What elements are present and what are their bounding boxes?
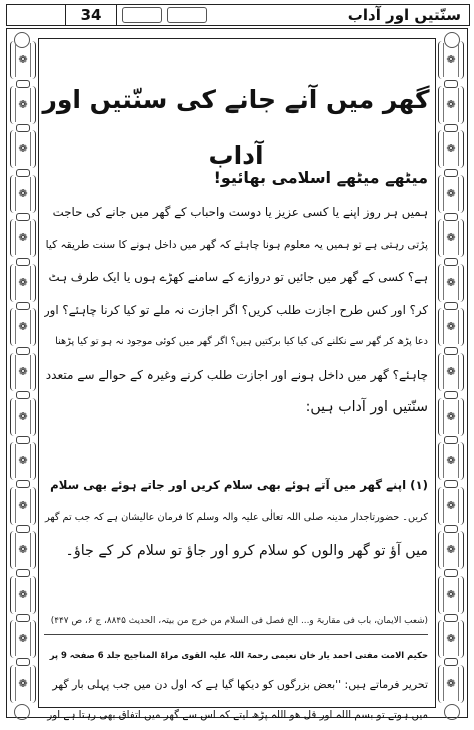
border-ornament-icon: ❁ (438, 308, 464, 346)
border-ornament-icon: ❁ (10, 130, 36, 168)
text-line: حکیم الامت مفتی احمد یار خان نعیمی رحمۃ اللہ علیہ القوی مراۃ المناجیح جلد 6 صفحہ 9 پر (49, 650, 428, 660)
text-line: کر؟ اور کس طرح اجازت طلب کریں؟ اگر اجازت نہ ملے تو کیا کرنا چاہئے؟ اور (44, 302, 428, 317)
corner-ornament-icon (14, 704, 30, 720)
paragraph-intro (44, 196, 428, 424)
text-line: سنّتیں اور آداب ہیں: (305, 399, 428, 415)
border-ornament-icon: ❁ (438, 130, 464, 168)
border-ornament-icon: ❁ (438, 175, 464, 213)
border-ornament-icon: ❁ (10, 576, 36, 614)
border-ornament-icon: ❁ (438, 620, 464, 658)
border-ornament-icon: ❁ (10, 398, 36, 436)
border-ornament-icon: ❁ (10, 487, 36, 525)
border-ornament-icon: ❁ (438, 264, 464, 302)
corner-ornament-icon (444, 704, 460, 720)
border-ornament-icon: ❁ (438, 41, 464, 79)
chapter-title: گھر میں آنے جانے کی سنّتیں اور آداب (42, 85, 430, 170)
greeting-heading: میٹھے میٹھے اسلامی بھائیو! (213, 168, 428, 187)
text-line: ہے؟ کسی کے گھر میں جائیں تو دروازے کے سامنے کھڑے ہوں یا ایک طرف ہٹ (48, 270, 428, 284)
border-ornament-icon: ❁ (438, 576, 464, 614)
border-ornament-icon: ❁ (438, 442, 464, 480)
text-line: کریں۔ حضورتاجدار مدینہ صلی اللہ تعالٰی علیہ والہ وسلم کا فرمان عالیشان ہے کہ جب تم گھر (45, 512, 428, 523)
border-ornament-icon: ❁ (10, 264, 36, 302)
text-line: ہمیں ہر روز اپنے یا کسی عزیز یا دوست واحباب کے گھر میں جانے کی حاجت (52, 205, 428, 219)
text-line: دعا پڑھ کر گھر سے نکلنے کی کیا کیا برکتیں ہیں؟ اگر گھر میں کوئی موجود نہ ہو تو کیا پڑھنا (55, 336, 428, 347)
paragraph-commentary (44, 640, 428, 730)
reference-footnote: (شعب الایمان، باب فی مقاربۃ و... الخ فصل فی السلام من خرج من بیتہ، الحدیث ۸۸۴۵، ج ۶، ص ۴۴۷) (50, 616, 428, 626)
border-ornament-icon: ❁ (10, 620, 36, 658)
text-line: میں آؤ تو گھر والوں کو سلام کرو اور جاؤ تو سلام کر کے جاؤ۔ (65, 542, 428, 559)
border-ornament-icon: ❁ (438, 487, 464, 525)
border-ornament-icon: ❁ (438, 219, 464, 257)
text-line: پڑتی رہتی ہے تو ہمیں یہ معلوم ہونا چاہئے کہ گھر میں داخل ہونے کا سنت طریقہ کیا (45, 238, 428, 251)
border-ornament-icon: ❁ (10, 308, 36, 346)
border-ornament-icon: ❁ (10, 442, 36, 480)
border-ornament-icon: ❁ (10, 531, 36, 569)
border-ornament-icon: ❁ (438, 665, 464, 703)
page-number: 34 (65, 5, 117, 25)
border-ornament-icon: ❁ (438, 86, 464, 124)
border-ornament-icon: ❁ (10, 219, 36, 257)
right-border-ornaments (435, 38, 465, 706)
page-content (40, 44, 432, 721)
footnote-divider (44, 634, 428, 635)
border-ornament-icon: ❁ (10, 41, 36, 79)
page-header (6, 4, 470, 26)
paragraph-hadith (44, 502, 428, 567)
text-line: چاہئے؟ گھر میں داخل ہونے اور اجازت طلب کرنے وغیرہ کے حوالے سے متعدد (45, 367, 428, 382)
border-ornament-icon: ❁ (438, 531, 464, 569)
left-border-ornaments (7, 38, 37, 706)
text-line: تحریر فرماتے ہیں: ''بعض بزرگوں کو دیکھا گیا ہے کہ اول دن میں جب پہلی بار گھر (52, 678, 428, 691)
border-ornament-icon: ❁ (10, 175, 36, 213)
publisher-seal-icon (167, 7, 207, 23)
publisher-seal-icon (122, 7, 162, 23)
running-header-title: سنّتیں اور آداب (347, 6, 461, 24)
border-ornament-icon: ❁ (438, 353, 464, 391)
border-ornament-icon: ❁ (10, 86, 36, 124)
point-1-heading: (۱) اپنے گھر میں آتے ہوئے بھی سلام کریں اور جاتے ہوئے بھی سلام (50, 478, 428, 492)
border-ornament-icon: ❁ (438, 398, 464, 436)
text-line: میں ہوتے تو بسم اللہ اور قل ھو اللہ پڑھ لیتے کہ اس سے گھر میں اتفاق بھی رہتا ہے اور (47, 709, 428, 721)
border-ornament-icon: ❁ (10, 353, 36, 391)
border-ornament-icon: ❁ (10, 665, 36, 703)
